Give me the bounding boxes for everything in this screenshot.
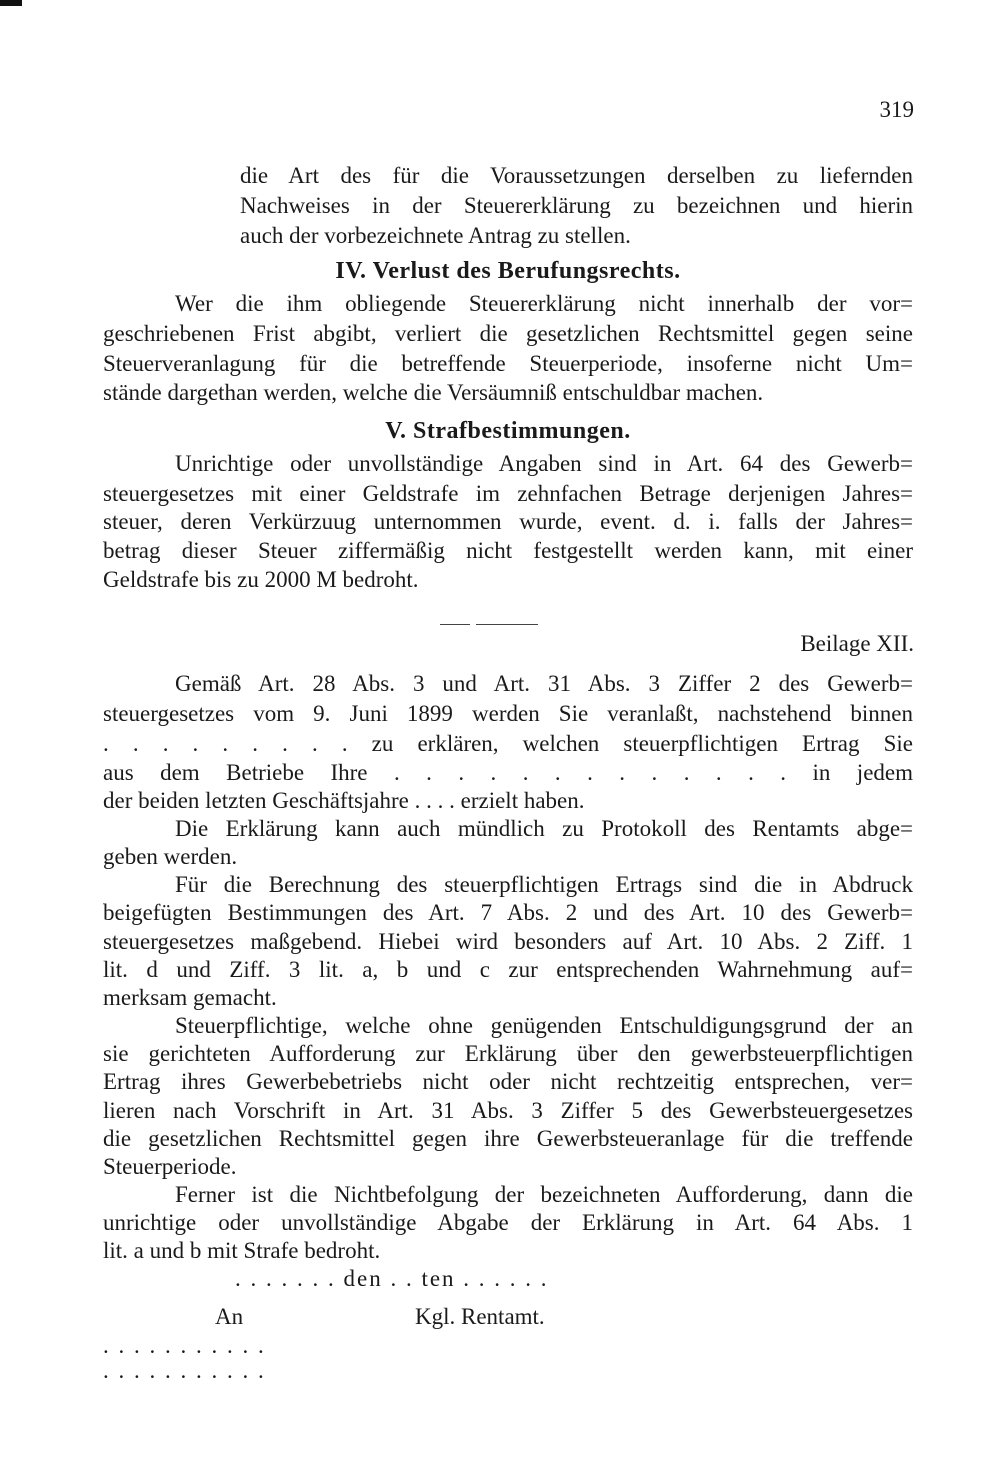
section-heading-iv: IV. Verlust des Berufungsrechts.: [335, 258, 681, 284]
text-line: Für die Berechnung des steuerpflichtigen Ertrags sind die in Abdruck: [175, 872, 913, 897]
text-line: steuergesetzes maßgebend. Hiebei wird besonders auf Art. 10 Abs. 2 Ziff. 1: [103, 929, 913, 954]
text-line: geben werden.: [103, 844, 238, 869]
text-line: sie gerichteten Aufforderung zur Erklärung über den gewerbsteuerpflichtigen: [103, 1041, 913, 1066]
text-line: steuergesetzes mit einer Geldstrafe im zehnfachen Betrage derjenigen Jahres=: [103, 481, 913, 506]
signature-dots-line: . . . . . . . . . . .: [103, 1358, 266, 1383]
text-line: steuer, deren Verkürzuug unternommen wurde, event. d. i. falls der Jahres=: [103, 509, 913, 534]
text-line: unrichtige oder unvollständige Abgabe der Erklärung in Art. 64 Abs. 1: [103, 1210, 913, 1235]
text-line: lit. d und Ziff. 3 lit. a, b und c zur entsprechenden Wahrnehmung auf=: [103, 957, 913, 982]
text-line: Gemäß Art. 28 Abs. 3 und Art. 31 Abs. 3 Ziffer 2 des Gewerb=: [175, 671, 913, 696]
addressee-office: Kgl. Rentamt.: [415, 1304, 545, 1329]
text-line: Geldstrafe bis zu 2000 M bedroht.: [103, 567, 419, 592]
text-line: aus dem Betriebe Ihre . . . . . . . . . . . . . in jedem: [103, 760, 913, 785]
page-number: 319: [879, 97, 914, 122]
text-line: beigefügten Bestimmungen des Art. 7 Abs. 2 und des Art. 10 des Gewerb=: [103, 900, 913, 925]
text-line: . . . . . . . . . zu erklären, welchen steuerpflichtigen Ertrag Sie: [103, 731, 913, 756]
text-line: betrag dieser Steuer ziffermäßig nicht festgestellt werden kann, mit einer: [103, 538, 913, 563]
text-line: geschriebenen Frist abgibt, verliert die gesetzlichen Rechtsmittel gegen seine: [103, 321, 913, 346]
text-line: merksam gemacht.: [103, 985, 277, 1010]
text-line: stände dargethan werden, welche die Versäumniß entschuldbar machen.: [103, 380, 764, 405]
section-heading-v: V. Strafbestimmungen.: [385, 418, 631, 444]
text-line: Die Erklärung kann auch mündlich zu Protokoll des Rentamts abge=: [175, 816, 913, 841]
text-line: lieren nach Vorschrift in Art. 31 Abs. 3 Ziffer 5 des Gewerbsteuergesetzes: [103, 1098, 913, 1123]
date-line: . . . . . . . den . . ten . . . . . .: [235, 1266, 549, 1291]
corner-print-mark: [0, 0, 22, 6]
text-line: Ferner ist die Nichtbefolgung der bezeichneten Aufforderung, dann die: [175, 1182, 913, 1207]
text-line: der beiden letzten Geschäftsjahre . . . . erzielt haben.: [103, 788, 585, 813]
text-line: Nachweises in der Steuererklärung zu bezeichnen und hierin: [240, 193, 913, 218]
text-line: steuergesetzes vom 9. Juni 1899 werden Sie veranlaßt, nachstehend binnen: [103, 701, 913, 726]
text-line: Wer die ihm obliegende Steuererklärung nicht innerhalb der vor=: [175, 291, 913, 316]
text-line: Steuerpflichtige, welche ohne genügenden Entschuldigungsgrund der an: [175, 1013, 913, 1038]
text-line: Ertrag ihres Gewerbebetriebs nicht oder nicht rechtzeitig entsprechen, ver=: [103, 1069, 913, 1094]
signature-dots-line: . . . . . . . . . . .: [103, 1333, 266, 1358]
text-line: Steuerperiode.: [103, 1154, 237, 1179]
text-line: die Art des für die Voraussetzungen derselben zu liefernden: [240, 163, 913, 188]
text-line: lit. a und b mit Strafe bedroht.: [103, 1238, 381, 1263]
section-separator: [440, 624, 538, 627]
text-line: die gesetzlichen Rechtsmittel gegen ihre Gewerbsteueranlage für die treffende: [103, 1126, 913, 1151]
text-line: Unrichtige oder unvollständige Angaben sind in Art. 64 des Gewerb=: [175, 451, 913, 476]
text-line: auch der vorbezeichnete Antrag zu stellen.: [240, 223, 631, 248]
beilage-label: Beilage XII.: [800, 631, 914, 656]
text-line: Steuerveranlagung für die betreffende Steuerperiode, insoferne nicht Um=: [103, 351, 913, 376]
addressee-prefix: An: [215, 1304, 244, 1329]
